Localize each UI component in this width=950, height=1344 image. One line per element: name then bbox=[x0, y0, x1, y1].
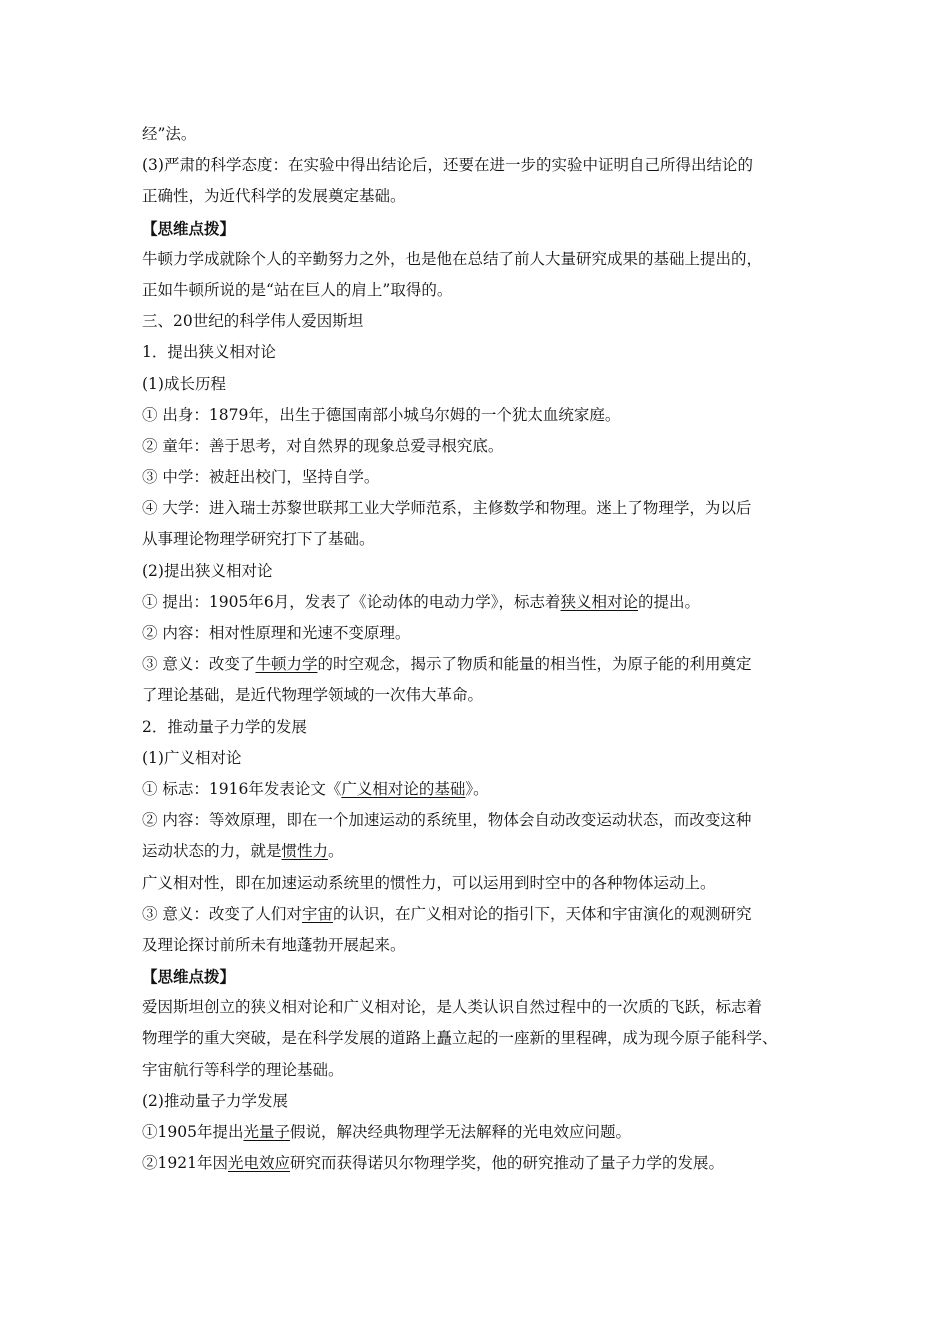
text-line bbox=[142, 1023, 822, 1054]
text-run: 》。 bbox=[465, 779, 489, 798]
text-line bbox=[142, 743, 822, 774]
text-run: 运动状态的力，就是 bbox=[142, 842, 282, 861]
text-run: ① 标志：1916年发表论文《 bbox=[142, 779, 342, 798]
underlined-term: 光量子 bbox=[243, 1123, 290, 1141]
text-line bbox=[142, 244, 822, 275]
text-run: (2)提出狭义相对论 bbox=[142, 561, 273, 580]
text-run: 的认识，在广义相对论的指引下，天体和宇宙演化的观测研究 bbox=[332, 904, 752, 923]
text-run: ③ 意义：改变了人们对 bbox=[142, 904, 302, 923]
text-line bbox=[142, 275, 822, 306]
text-run: 假说，解决经典物理学无法解释的光电效应问题。 bbox=[289, 1123, 631, 1141]
text-line bbox=[142, 1117, 822, 1148]
text-run: 正如牛顿所说的是“站在巨人的肩上”取得的。 bbox=[142, 280, 453, 299]
text-run: 牛顿力学成就除个人的辛勤努力之外，也是他在总结了前人大量研究成果的基础上提出的， bbox=[142, 249, 763, 268]
text-line bbox=[142, 524, 822, 555]
text-line bbox=[142, 181, 822, 212]
text-line bbox=[142, 493, 822, 524]
text-line bbox=[142, 649, 822, 680]
text-line bbox=[142, 992, 822, 1023]
section-heading: 【思维点拨】 bbox=[142, 218, 236, 238]
text-line bbox=[142, 213, 822, 244]
text-line bbox=[142, 337, 822, 368]
underlined-term: 广义相对论的基础 bbox=[341, 779, 466, 798]
text-line bbox=[142, 930, 822, 961]
text-run: (3)严肃的科学态度：在实验中得出结论后，还要在进一步的实验中证明自己所得出结论的 bbox=[142, 156, 753, 175]
underlined-term: 宇宙 bbox=[301, 904, 333, 923]
text-run: ② 童年：善于思考，对自然界的现象总爱寻根究底。 bbox=[142, 436, 504, 455]
text-line bbox=[142, 680, 822, 711]
text-line bbox=[142, 462, 822, 493]
text-line bbox=[142, 805, 822, 836]
text-run: ③ 中学：被赶出校门，坚持自学。 bbox=[142, 468, 380, 487]
text-line bbox=[142, 961, 822, 992]
text-run: ①1905年提出 bbox=[142, 1123, 244, 1141]
text-run: 宇宙航行等科学的理论基础。 bbox=[142, 1060, 344, 1079]
underlined-term: 牛顿力学 bbox=[255, 655, 318, 674]
text-run: 三、20世纪的科学伟人爱因斯坦 bbox=[142, 312, 364, 331]
text-run: 及理论探讨前所未有地蓬勃开展起来。 bbox=[142, 935, 406, 954]
text-line bbox=[142, 899, 822, 930]
section-heading: 【思维点拨】 bbox=[142, 967, 236, 987]
text-run: 的时空观念，揭示了物质和能量的相当性，为原子能的利用奠定 bbox=[317, 655, 752, 674]
text-line bbox=[142, 618, 822, 649]
text-line bbox=[142, 836, 822, 867]
text-line bbox=[142, 431, 822, 462]
text-line bbox=[142, 1148, 822, 1179]
text-run: ② 内容：等效原理，即在一个加速运动的系统里，物体会自动改变运动状态，而改变这种 bbox=[142, 811, 752, 830]
text-line bbox=[142, 868, 822, 899]
text-line bbox=[142, 150, 822, 181]
text-run: 2．推动量子力学的发展 bbox=[142, 717, 307, 736]
text-line bbox=[142, 369, 822, 400]
text-line bbox=[142, 1055, 822, 1086]
text-run: 研究而获得诺贝尔物理学奖，他的研究推动了量子力学的发展。 bbox=[289, 1154, 724, 1173]
text-run: 正确性，为近代科学的发展奠定基础。 bbox=[142, 187, 406, 206]
text-line bbox=[142, 400, 822, 431]
text-line bbox=[142, 1086, 822, 1117]
text-run: 了理论基础，是近代物理学领域的一次伟大革命。 bbox=[142, 686, 484, 705]
text-line bbox=[142, 556, 822, 587]
text-run: 1．提出狭义相对论 bbox=[142, 343, 276, 362]
text-line bbox=[142, 712, 822, 743]
text-run: ② 内容：相对性原理和光速不变原理。 bbox=[142, 624, 411, 642]
text-line bbox=[142, 774, 822, 805]
text-line bbox=[142, 587, 822, 618]
text-run: ③ 意义：改变了 bbox=[142, 655, 256, 674]
text-run: 经”法。 bbox=[142, 125, 197, 143]
text-run: (1)成长历程 bbox=[142, 374, 226, 393]
text-run: 的提出。 bbox=[638, 592, 701, 611]
text-line bbox=[142, 306, 822, 337]
text-run: 。 bbox=[328, 842, 344, 861]
text-run: (1)广义相对论 bbox=[142, 748, 242, 767]
underlined-term: 惯性力 bbox=[281, 842, 329, 861]
text-run: ① 出身：1879年，出生于德国南部小城乌尔姆的一个犹太血统家庭。 bbox=[142, 405, 621, 424]
text-line bbox=[142, 119, 822, 150]
text-run: 物理学的重大突破，是在科学发展的道路上矗立起的一座新的里程碑，成为现今原子能科学、 bbox=[142, 1029, 778, 1048]
underlined-term: 狭义相对论 bbox=[560, 592, 639, 611]
text-run: 从事理论物理学研究打下了基础。 bbox=[142, 530, 375, 549]
text-run: ②1921年因 bbox=[142, 1154, 228, 1173]
text-run: 广义相对性，即在加速运动系统里的惯性力，可以运用到时空中的各种物体运动上。 bbox=[142, 873, 716, 892]
underlined-term: 光电效应 bbox=[227, 1154, 290, 1173]
document-body bbox=[142, 119, 822, 1179]
text-run: ④ 大学：进入瑞士苏黎世联邦工业大学师范系，主修数学和物理。迷上了物理学，为以后 bbox=[142, 499, 752, 518]
text-run: 爱因斯坦创立的狭义相对论和广义相对论，是人类认识自然过程中的一次质的飞跃，标志着 bbox=[142, 998, 763, 1017]
text-run: (2)推动量子力学发展 bbox=[142, 1091, 288, 1110]
text-run: ① 提出：1905年6月，发表了《论动体的电动力学》，标志着 bbox=[142, 592, 561, 611]
